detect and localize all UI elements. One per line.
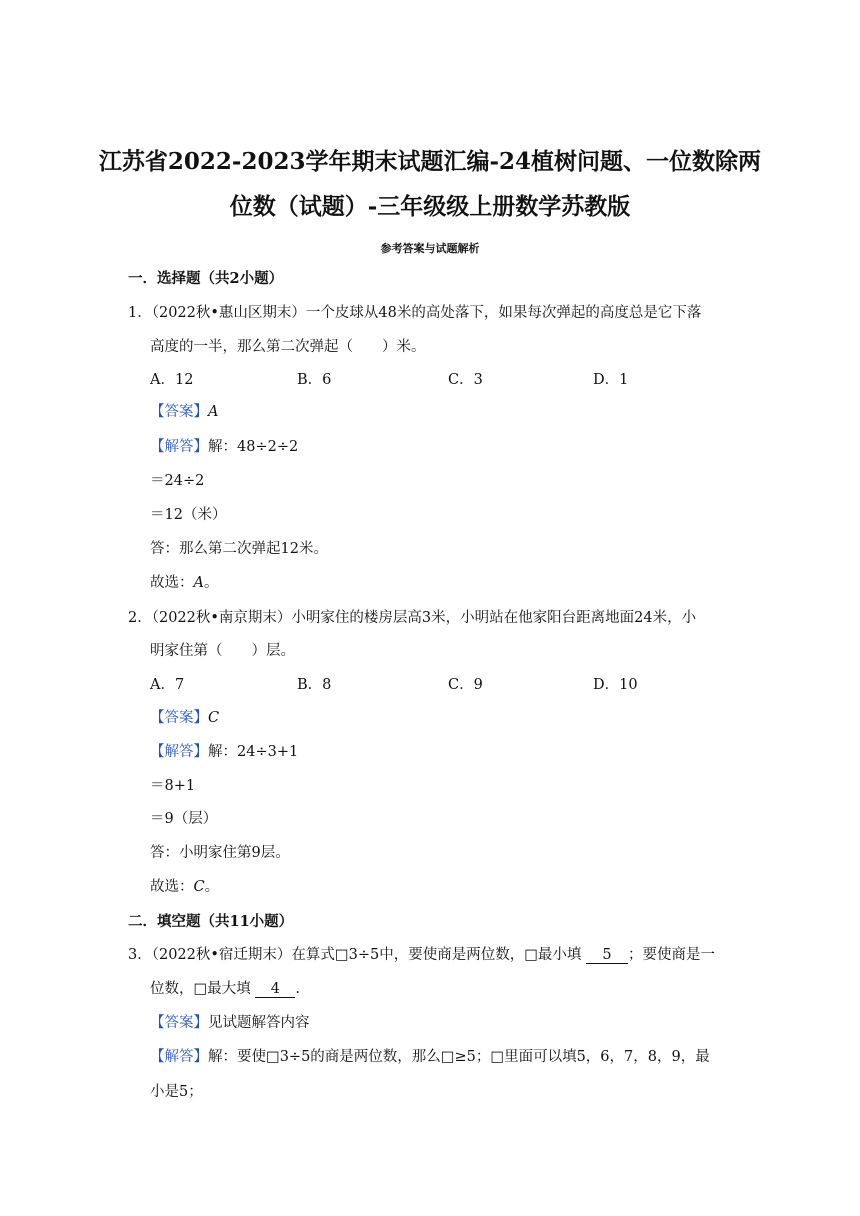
- question-text: [128, 948, 715, 964]
- choose-prefix: 故选：: [150, 575, 194, 591]
- solution-step: ＝8+1: [150, 778, 196, 794]
- answer-tag: 【答案】: [150, 710, 208, 726]
- answer-value: A: [208, 404, 219, 420]
- solution-step: 答：那么第二次弹起12米。: [150, 541, 328, 557]
- option-c: C．3: [448, 372, 483, 388]
- question-text-part: 位数，□最大填: [150, 981, 251, 997]
- solution-line: [150, 745, 298, 760]
- option-b: B．6: [297, 372, 332, 388]
- answer-line: [150, 1016, 310, 1031]
- question-text-part: ；要使商是一: [628, 947, 716, 963]
- option-b: B．8: [297, 677, 332, 693]
- fill-blank: 5: [586, 948, 628, 964]
- choose-line: [150, 880, 219, 895]
- document-subtitle: 参考答案与试题解析: [380, 242, 480, 255]
- solution-step: ＝24÷2: [150, 473, 205, 489]
- solution-tag: 【解答】: [150, 744, 208, 760]
- option-a: A．7: [150, 677, 185, 693]
- answer-line: [150, 711, 219, 726]
- fill-blank: 4: [255, 982, 295, 998]
- solution-tag: 【解答】: [150, 1049, 208, 1065]
- choose-suffix: 。: [203, 575, 219, 591]
- solution-tag: 【解答】: [150, 439, 208, 455]
- answer-text: 见试题解答内容: [208, 1015, 310, 1031]
- section-heading: 二．填空题（共11小题）: [128, 913, 294, 930]
- answer-value: C: [208, 710, 220, 726]
- solution-step: ＝9（层）: [150, 811, 218, 827]
- question-text: 明家住第（ ）层。: [150, 643, 295, 659]
- question-text: 2．（2022秋•南京期末）小明家住的楼房层高3米，小明站在他家阳台距离地面24米，小: [128, 610, 697, 626]
- solution-step: 答：小明家住第9层。: [150, 845, 290, 861]
- solution-line: [150, 1050, 710, 1065]
- solution-text: 解：要使□3÷5的商是两位数，那么□≥5；□里面可以填5，6，7，8，9，最: [208, 1049, 710, 1065]
- option-d: D．1: [593, 372, 629, 388]
- choose-prefix: 故选：: [150, 879, 194, 895]
- choose-value: C: [193, 879, 205, 895]
- question-text-part: 3．（2022秋•宿迁期末）在算式□3÷5中，要使商是两位数，□最小填: [128, 947, 582, 963]
- answer-tag: 【答案】: [150, 1015, 208, 1031]
- option-c: C．9: [448, 677, 483, 693]
- question-text: [150, 982, 300, 998]
- question-text: 1．（2022秋•惠山区期末）一个皮球从48米的高处落下，如果每次弹起的高度总是它下落: [128, 305, 702, 321]
- option-d: D．10: [593, 677, 638, 693]
- question-text: 高度的一半，那么第二次弹起（ ）米。: [150, 339, 426, 355]
- answer-tag: 【答案】: [150, 404, 208, 420]
- option-a: A．12: [150, 372, 194, 388]
- choose-value: A: [193, 575, 204, 591]
- answer-line: [150, 405, 218, 420]
- question-text-part: .: [295, 981, 300, 997]
- solution-step: ＝12（米）: [150, 507, 227, 523]
- document-title-line1: 江苏省2022-2023学年期末试题汇编-24植树问题、一位数除两: [98, 148, 762, 175]
- choose-line: [150, 576, 218, 591]
- solution-line: [150, 440, 298, 455]
- document-title-line2: 位数（试题）-三年级级上册数学苏教版: [229, 193, 631, 220]
- choose-suffix: 。: [204, 879, 220, 895]
- solution-step: 解：24÷3+1: [208, 744, 299, 760]
- solution-step: 解：48÷2÷2: [208, 439, 299, 455]
- section-heading: 一．选择题（共2小题）: [128, 270, 284, 287]
- solution-text: 小是5；: [150, 1084, 203, 1100]
